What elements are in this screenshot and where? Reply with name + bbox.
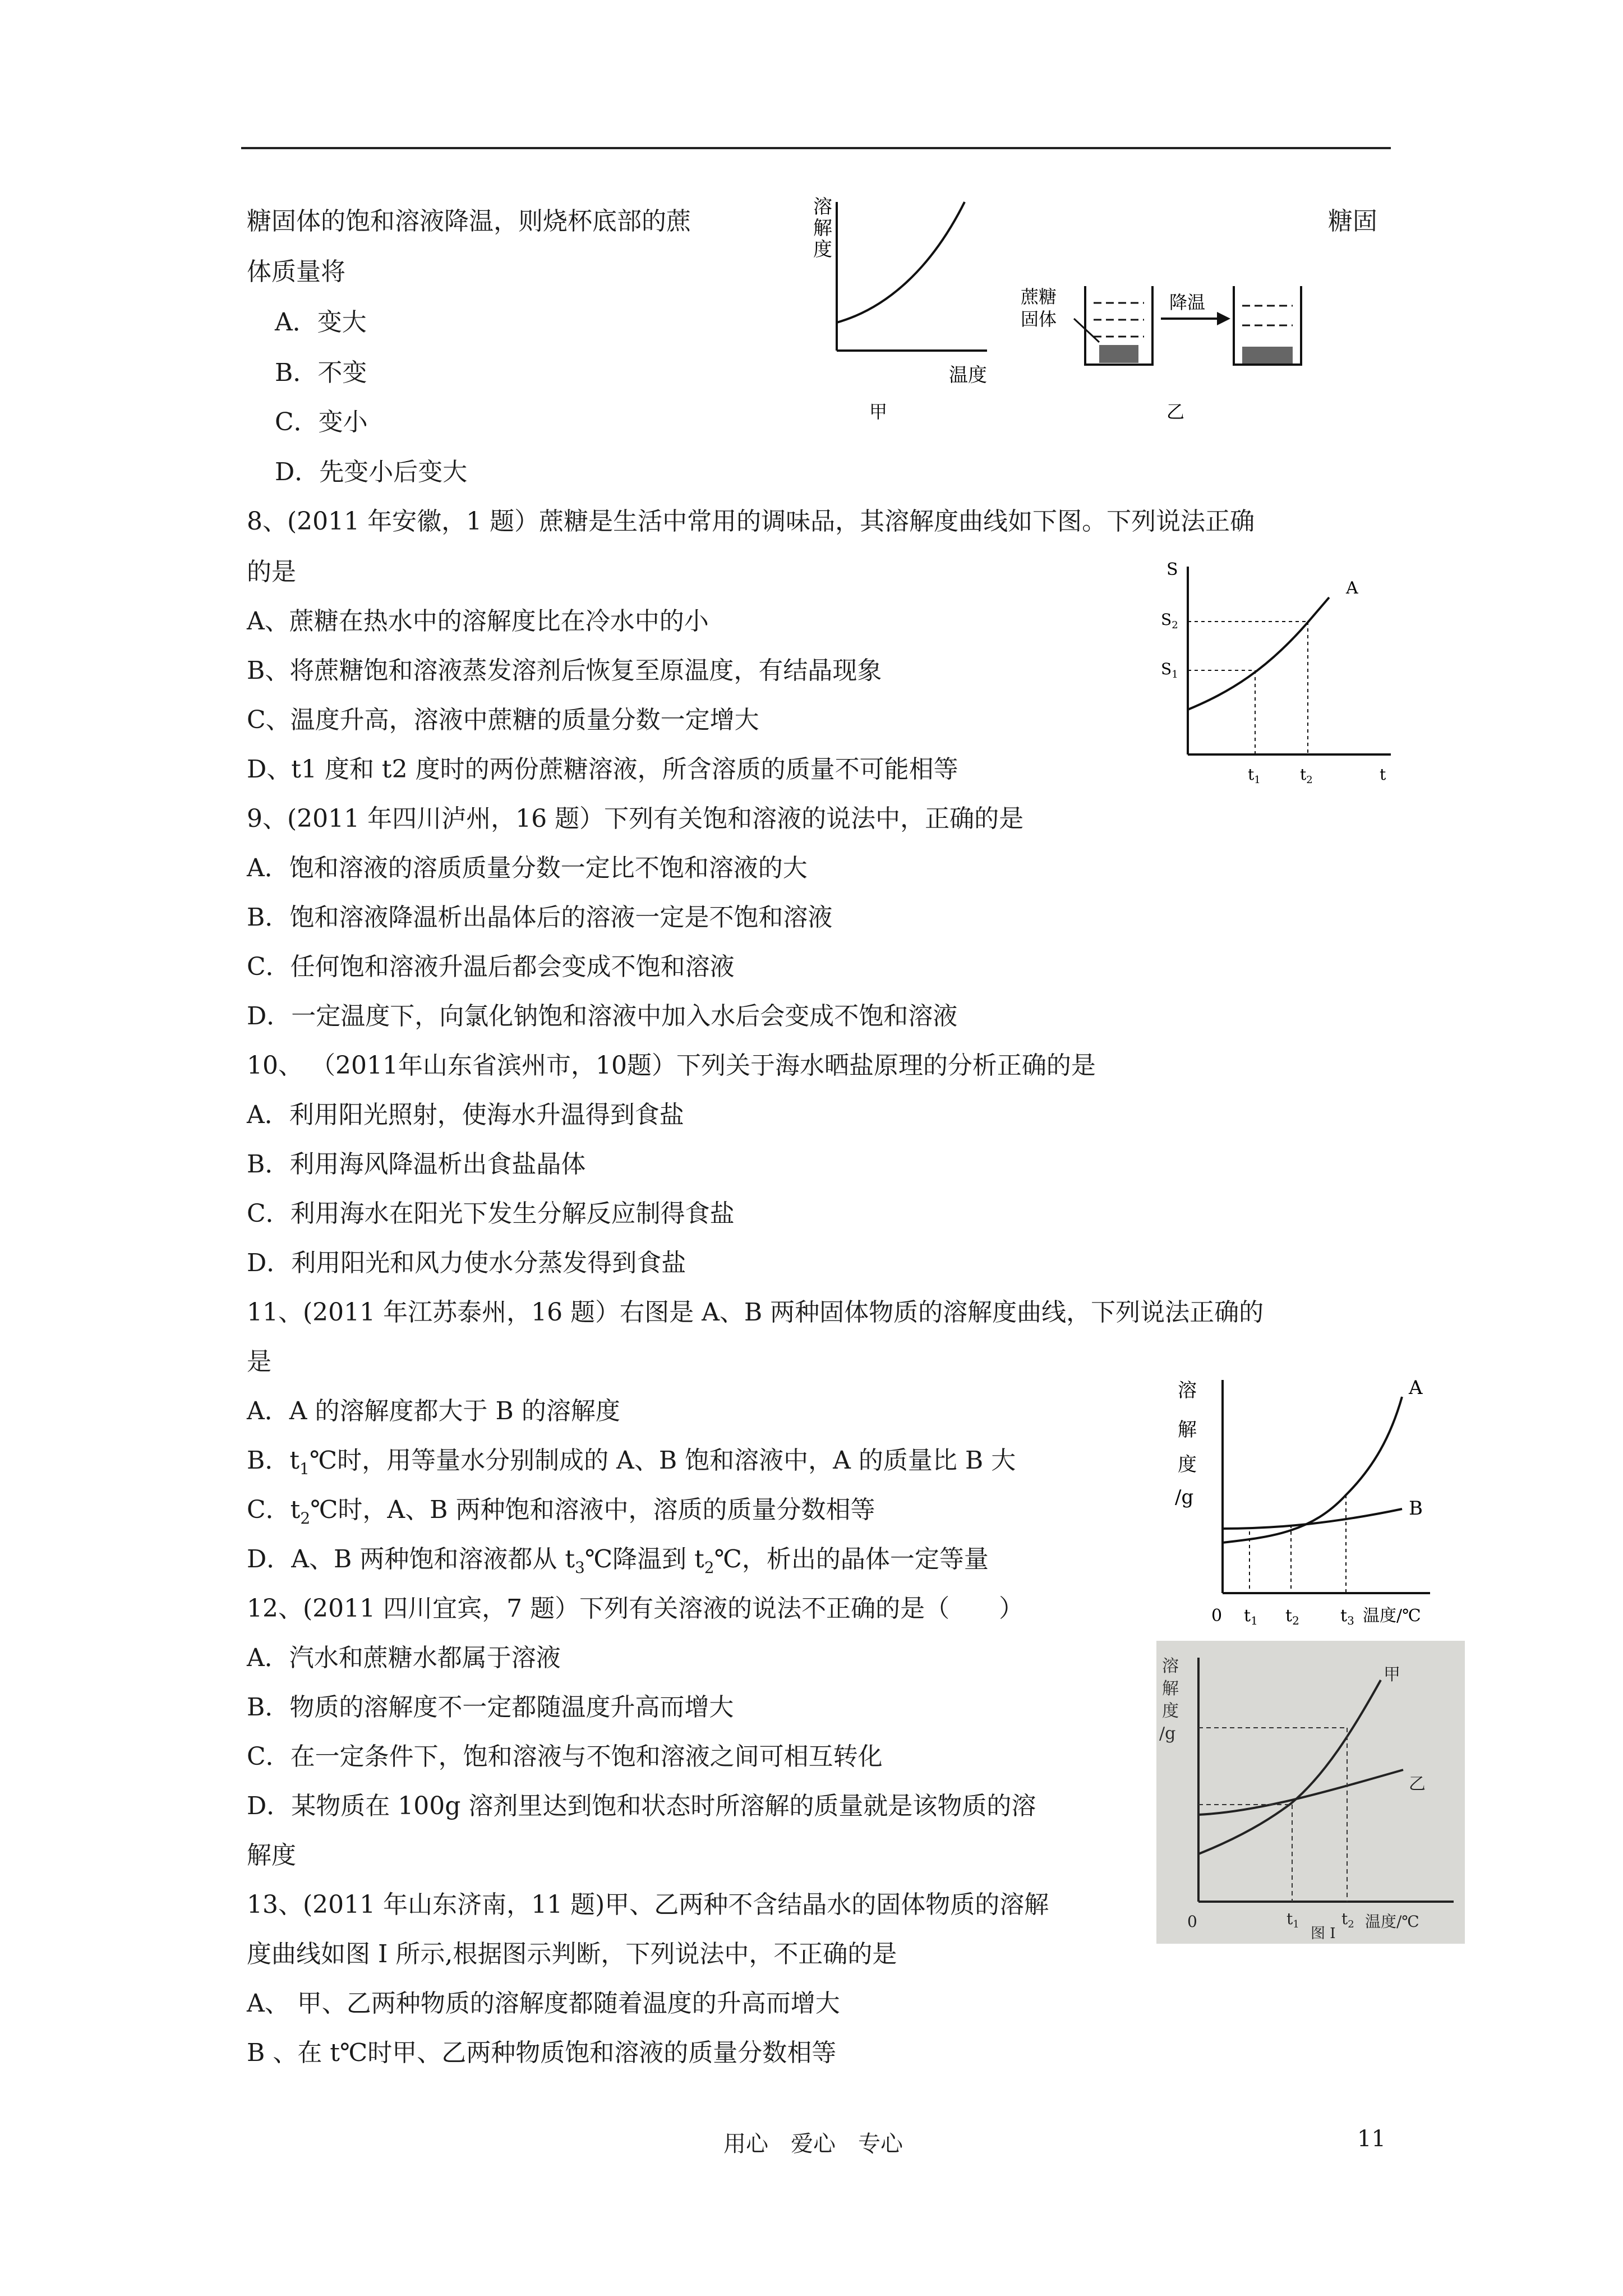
q8-fig-t2-label: $t_2$ — [1300, 765, 1313, 786]
jia-ylabel-1: 溶 — [813, 196, 832, 218]
q12-option-d: D．某物质在 100g 溶剂里达到饱和状态时所溶解的质量就是该物质的溶 — [247, 1792, 1036, 1820]
q12-fig-ylabel-1: 溶 — [1162, 1657, 1179, 1676]
q10-stem: 10、 （2011年山东省滨州市，10题）下列关于海水晒盐原理的分析正确的是 — [247, 1051, 1096, 1080]
q8-fig-s2-label: $S_2$ — [1161, 610, 1178, 631]
q10-option-d: D．利用阳光和风力使水分蒸发得到食盐 — [247, 1249, 686, 1277]
q7-option-b: B．不变 — [275, 358, 367, 387]
page-number: 11 — [1357, 2126, 1386, 2152]
q8-option-b: B、将蔗糖饱和溶液蒸发溶剂后恢复至原温度，有结晶现象 — [247, 656, 882, 685]
q13-option-b: B 、在 t℃时甲、乙两种物质饱和溶液的质量分数相等 — [247, 2039, 837, 2067]
q9-option-b: B．饱和溶液降温析出晶体后的溶液一定是不饱和溶液 — [247, 903, 833, 932]
q8-stem-line1: 8、(2011 年安徽，1 题）蔗糖是生活中常用的调味品，其溶解度曲线如下图。下列说法正确 — [247, 507, 1255, 536]
yi-pointer-line — [1074, 319, 1099, 342]
q7-option-d: D．先变小后变大 — [275, 458, 468, 486]
q10-option-a: A．利用阳光照射，使海水升温得到食盐 — [247, 1101, 684, 1129]
q7-line1-right: 糖固 — [1328, 207, 1377, 236]
q11-fig-t1-label: $t_1$ — [1244, 1606, 1258, 1627]
q9-option-c: C．任何饱和溶液升温后都会变成不饱和溶液 — [247, 953, 735, 981]
q11-fig-curve-b — [1223, 1509, 1402, 1529]
q7-figure-jia — [802, 196, 1015, 421]
q11-fig-label-a: A — [1409, 1377, 1423, 1399]
q12-fig-ylabel-3: 度 — [1162, 1701, 1179, 1721]
q12-fig-label-jia: 甲 — [1384, 1665, 1400, 1685]
q10-option-c: C．利用海水在阳光下发生分解反应制得食盐 — [247, 1199, 735, 1228]
q11-option-a: A．A 的溶解度都大于 B 的溶解度 — [247, 1397, 620, 1425]
q11-fig-ylabel-3: 度 — [1178, 1453, 1197, 1476]
header-rule — [241, 147, 1391, 149]
yi-arrow-label: 降温 — [1169, 292, 1206, 313]
jia-xlabel: 温度 — [949, 364, 987, 386]
q11-fig-ylabel-4: /g — [1175, 1486, 1194, 1508]
yi-solid-label-1: 蔗糖 — [1021, 286, 1057, 307]
q7-line1-left: 糖固体的饱和溶液降温，则烧杯底部的蔗 — [247, 207, 691, 236]
q12-fig-xlabel: 温度/℃ — [1365, 1912, 1419, 1931]
q8-option-a: A、蔗糖在热水中的溶解度比在冷水中的小 — [247, 607, 709, 636]
jia-curve — [837, 202, 965, 323]
q12-option-c: C．在一定条件下，饱和溶液与不饱和溶液之间可相互转化 — [247, 1742, 883, 1771]
q11-fig-t3-label: $t_3$ — [1340, 1606, 1354, 1627]
q11-fig-curve-a — [1223, 1397, 1402, 1543]
q7-option-a: A．变大 — [275, 308, 367, 337]
q12-fig-ylabel-4: /g — [1159, 1724, 1176, 1743]
q12-fig-origin: 0 — [1187, 1912, 1197, 1931]
q9-option-d: D．一定温度下，向氯化钠饱和溶液中加入水后会变成不饱和溶液 — [247, 1002, 958, 1030]
q12-fig-caption: 图 I — [1311, 1925, 1336, 1942]
q11-fig-ylabel-1: 溶 — [1178, 1379, 1197, 1402]
q11-fig-ylabel-2: 解 — [1178, 1419, 1197, 1441]
q10-option-b: B．利用海风降温析出食盐晶体 — [247, 1150, 586, 1179]
q11-option-d: D．A、B 两种饱和溶液都从 $t_3℃$降温到 $t_2℃$，析出的晶体一定等量 — [247, 1545, 989, 1577]
q9-stem: 9、(2011 年四川泸州，16 题）下列有关饱和溶液的说法中，正确的是 — [247, 804, 1024, 833]
q8-fig-xlabel: t — [1380, 765, 1386, 784]
q12-fig-t2-label: $t_2$ — [1341, 1910, 1354, 1930]
page-footer — [0, 2126, 1623, 2165]
q8-figure — [1155, 555, 1402, 791]
q11-fig-xlabel: 温度/℃ — [1363, 1606, 1421, 1626]
yi-caption: 乙 — [1166, 401, 1185, 422]
q8-fig-s1-label: $S_1$ — [1161, 660, 1178, 680]
yi-arrow-head — [1217, 312, 1230, 325]
q11-fig-label-b: B — [1409, 1497, 1423, 1520]
jia-ylabel-2: 解 — [813, 217, 832, 240]
q12-stem: 12、(2011 四川宜宾，7 题）下列有关溶液的说法不正确的是（ ） — [247, 1594, 1024, 1623]
q8-option-c: C、温度升高，溶液中蔗糖的质量分数一定增大 — [247, 706, 759, 734]
q13-stem-line2: 度曲线如图 I 所示,根据图示判断，下列说法中，不正确的是 — [247, 1940, 897, 1968]
q12-fig-t1-label: $t_1$ — [1287, 1910, 1299, 1930]
q11-option-b: B．$t_1℃$时，用等量水分别制成的 A、B 饱和溶液中，A 的质量比 B 大 — [247, 1446, 1016, 1478]
jia-caption: 甲 — [869, 401, 888, 422]
q13-option-a: A、 甲、乙两种物质的溶解度都随着温度的升高而增大 — [247, 1989, 840, 2018]
jia-ylabel-3: 度 — [813, 238, 832, 261]
q11-stem-line2: 是 — [247, 1347, 271, 1376]
q12-option-b: B．物质的溶解度不一定都随温度升高而增大 — [247, 1693, 734, 1722]
q8-option-d: D、t1 度和 t2 度时的两份蔗糖溶液，所含溶质的质量不可能相等 — [247, 755, 958, 784]
q8-fig-curve — [1188, 597, 1329, 710]
q11-figure — [1166, 1369, 1481, 1638]
q7-option-c: C．变小 — [275, 408, 368, 436]
q12-figure — [1156, 1641, 1465, 1944]
q12-fig-label-yi: 乙 — [1409, 1774, 1426, 1794]
q11-fig-t2-label: $t_2$ — [1285, 1606, 1299, 1627]
q11-fig-origin: 0 — [1211, 1606, 1223, 1626]
q8-fig-ylabel: S — [1166, 560, 1178, 579]
q12-fig-ylabel-2: 解 — [1162, 1679, 1179, 1699]
yi-beaker-right — [1234, 286, 1301, 365]
q11-stem-line1: 11、(2011 年江苏泰州，16 题）右图是 A、B 两种固体物质的溶解度曲线，下列说法正确的 — [247, 1298, 1264, 1327]
q12-option-a: A．汽水和蔗糖水都属于溶液 — [247, 1644, 561, 1672]
q8-stem-line2: 的是 — [247, 558, 296, 586]
yi-beaker-left — [1085, 286, 1152, 365]
q7-line2: 体质量将 — [247, 257, 345, 286]
yi-solid-label-2: 固体 — [1021, 309, 1057, 330]
q8-fig-curve-label: A — [1346, 578, 1358, 598]
q9-option-a: A．饱和溶液的溶质质量分数一定比不饱和溶液的大 — [247, 854, 808, 882]
q13-stem-line1: 13、(2011 年山东济南，11 题)甲、乙两种不含结晶水的固体物质的溶解 — [247, 1890, 1049, 1919]
q12-option-d-cont: 解度 — [247, 1841, 296, 1870]
footer-motto: 用心 爱心 专心 — [723, 2131, 903, 2157]
q7-figure-yi — [1015, 275, 1307, 421]
q8-fig-t1-label: $t_1$ — [1248, 765, 1261, 786]
q11-option-c: C．$t_2℃$时，A、B 两种饱和溶液中，溶质的质量分数相等 — [247, 1496, 875, 1527]
